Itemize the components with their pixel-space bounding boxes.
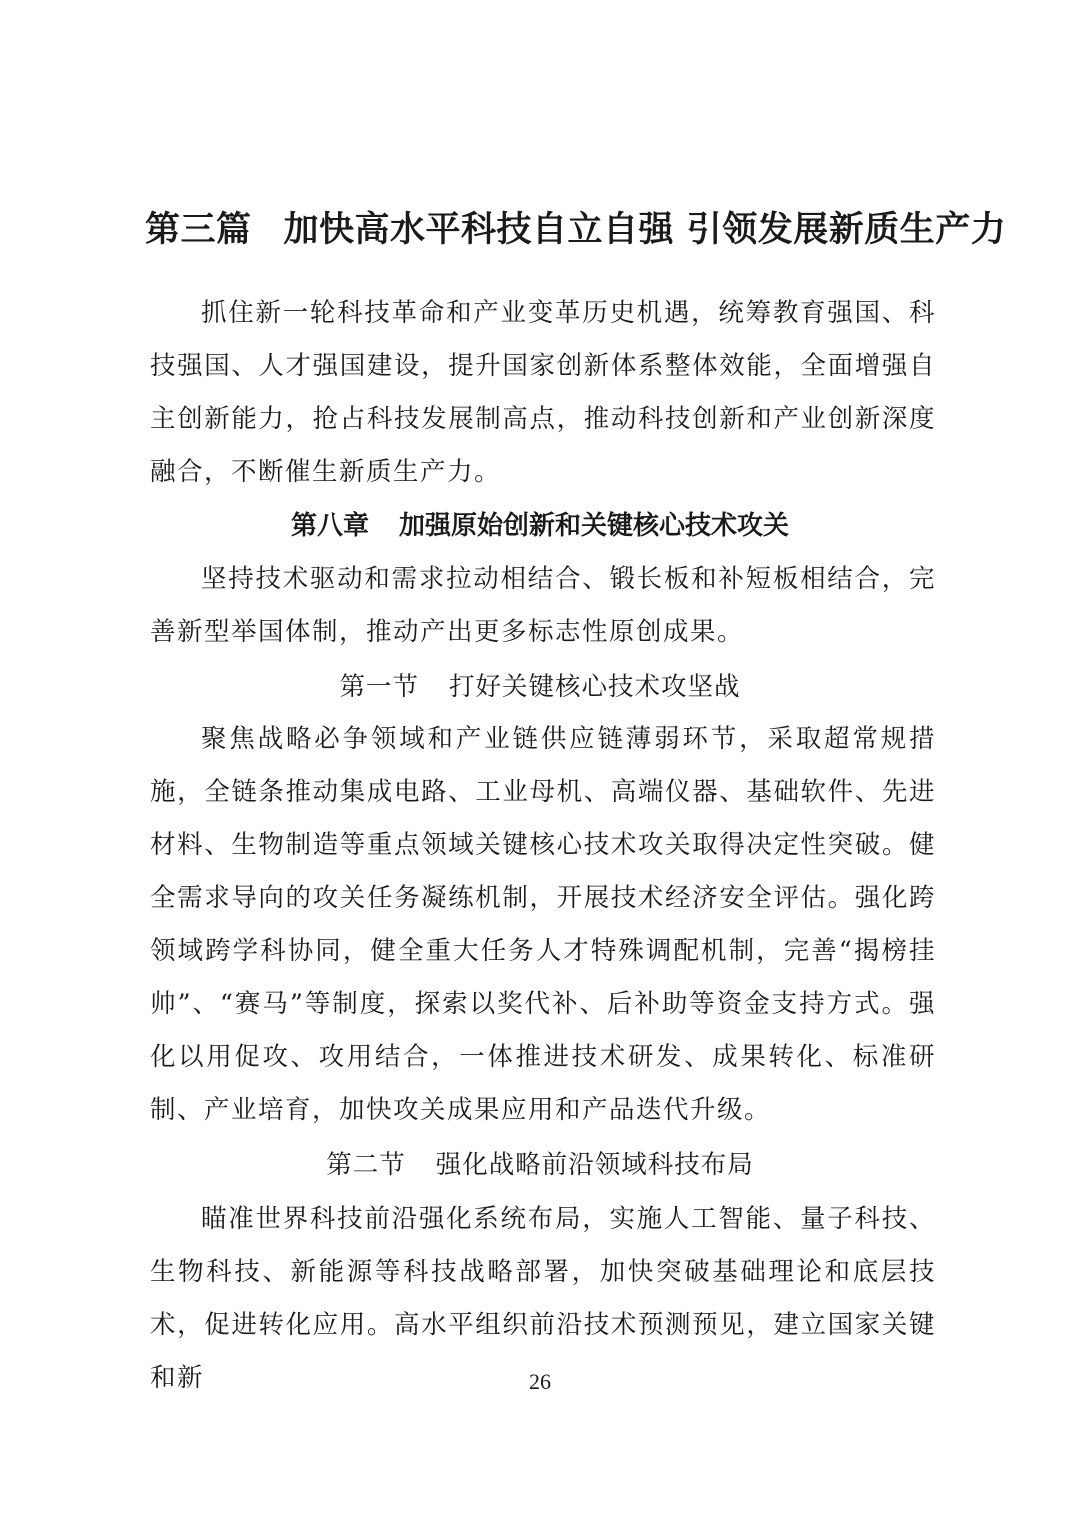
intro-paragraph: 抓住新一轮科技革命和产业变革历史机遇，统筹教育强国、科技强国、人才强国建设，提升国家创新体系整体效能，全面增强自主创新能力，抢占科技发展制高点，推动科技创新和产业创新深度融合，不断催生新质生产力。 — [150, 298, 936, 487]
chapter-number: 第八章 — [290, 511, 369, 541]
part-number: 第三篇 — [145, 209, 252, 250]
chapter-title — [0, 501, 1080, 551]
part-heading: 加快高水平科技自立自强 引领发展新质生产力 — [283, 209, 1007, 250]
section-2-paragraph: 瞄准世界科技前沿强化系统布局，实施人工智能、量子科技、生物科技、新能源等科技战略部署，加快突破基础理论和底层技术，促进转化应用。高水平组织前沿技术预测预见，建立国家关键和新 — [150, 1204, 936, 1393]
section-title-1 — [0, 662, 1080, 712]
section-heading: 打好关键核心技术攻坚战 — [449, 672, 741, 702]
page-number: 26 — [529, 1369, 551, 1394]
chapter-heading: 加强原始创新和关键核心技术攻关 — [399, 511, 790, 541]
chapter-paragraph: 坚持技术驱动和需求拉动相结合、锻长板和补短板相结合，完善新型举国体制，推动产出更多标志性原创成果。 — [150, 564, 936, 647]
section-title-2 — [0, 1140, 1080, 1190]
section-number: 第二节 — [326, 1150, 406, 1180]
section-1-paragraph: 聚焦战略必争领域和产业链供应链薄弱环节，采取超常规措施，全链条推动集成电路、工业母机、高端仪器、基础软件、先进材料、生物制造等重点领域关键核心技术攻关取得决定性突破。健全需求导向的攻关任务凝练机制，开展技术经济安全评估。强化跨领域跨学科协同，健全重大任务人才特殊调配机制，完善“揭榜挂帅”、“赛马”等制度，探索以奖代补、后补助等资金支持方式。强化以用促攻、攻用结合，一体推进技术研发、成果转化、标准研制、产业培育，加快攻关成果应用和产品迭代升级。 — [150, 724, 936, 1125]
section-heading: 强化战略前沿领域科技布局 — [435, 1150, 754, 1180]
section-number: 第一节 — [339, 672, 419, 702]
part-title — [145, 205, 1007, 255]
